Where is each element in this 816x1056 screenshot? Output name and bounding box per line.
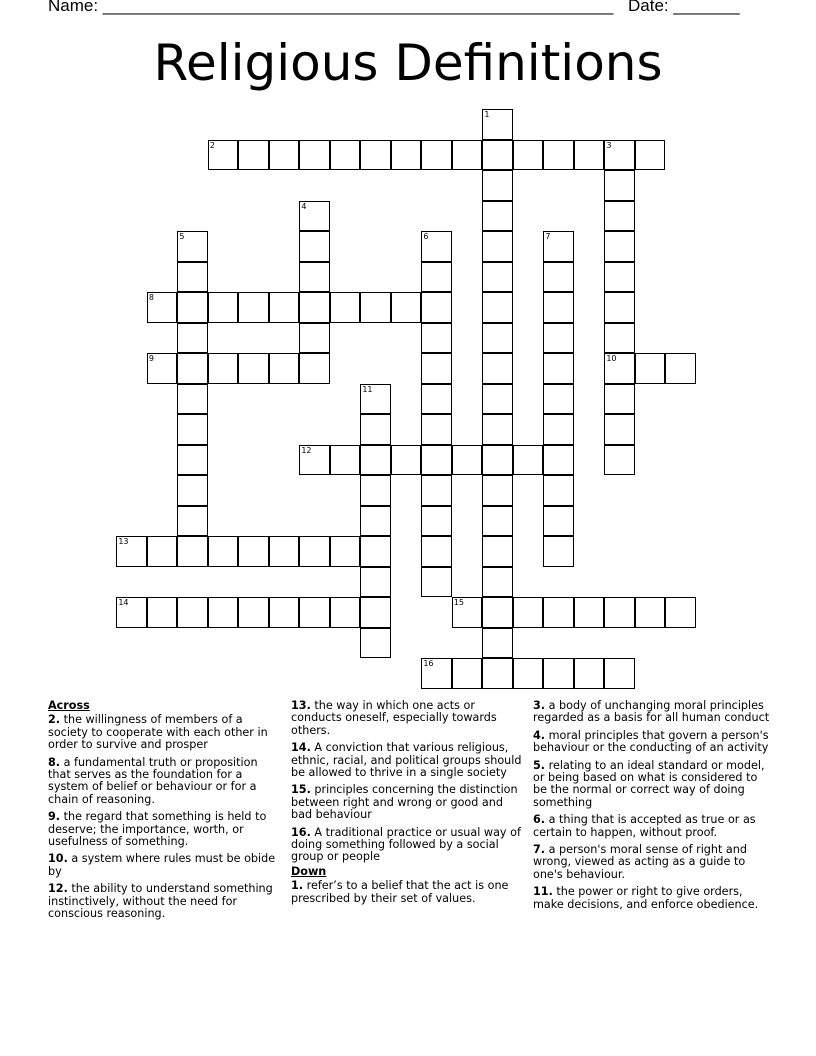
grid-cell[interactable] [238, 597, 268, 627]
grid-cell[interactable] [360, 140, 390, 170]
grid-cell[interactable] [635, 353, 665, 383]
grid-cell[interactable] [299, 292, 329, 322]
grid-cell[interactable] [177, 475, 207, 505]
grid-cell[interactable] [299, 140, 329, 170]
grid-cell[interactable] [269, 140, 299, 170]
clue-number: 15 [453, 598, 464, 608]
grid-cell[interactable] [360, 292, 390, 322]
grid-cell[interactable] [208, 536, 238, 566]
grid-cell[interactable] [604, 170, 634, 200]
across-heading: Across [48, 699, 90, 712]
grid-cell[interactable] [482, 414, 512, 444]
grid-cell[interactable] [177, 353, 207, 383]
grid-cell[interactable] [513, 140, 543, 170]
grid-cell[interactable] [482, 506, 512, 536]
clue-down-1: 1. refer’s to a belief that the act is one prescribed by their set of values. [291, 879, 509, 905]
grid-cell[interactable] [299, 201, 329, 231]
grid-cell[interactable] [177, 231, 207, 261]
grid-cell[interactable] [574, 140, 604, 170]
grid-cell[interactable] [482, 475, 512, 505]
clues-column-2 [291, 700, 525, 910]
grid-cell[interactable] [360, 597, 390, 627]
grid-cell[interactable] [208, 140, 238, 170]
grid-cell[interactable] [604, 445, 634, 475]
grid-cell[interactable] [269, 597, 299, 627]
grid-cell[interactable] [452, 445, 482, 475]
grid-cell[interactable] [391, 292, 421, 322]
clue-number: 7 [545, 232, 551, 242]
grid-cell[interactable] [482, 109, 512, 139]
grid-cell[interactable] [452, 140, 482, 170]
grid-cell[interactable] [177, 414, 207, 444]
grid-cell[interactable] [360, 567, 390, 597]
grid-cell[interactable] [391, 140, 421, 170]
grid-cell[interactable] [360, 536, 390, 566]
clue-number: 16 [423, 659, 434, 669]
clue-number: 2 [209, 140, 215, 150]
grid-cell[interactable] [299, 323, 329, 353]
grid-cell[interactable] [177, 384, 207, 414]
name-field: Name: ______________________________________________________ [48, 0, 614, 15]
grid-cell[interactable] [421, 506, 451, 536]
grid-cell[interactable] [421, 353, 451, 383]
grid-cell[interactable] [330, 292, 360, 322]
grid-cell[interactable] [482, 292, 512, 322]
grid-cell[interactable] [604, 658, 634, 688]
clue-number: 12 [301, 445, 312, 455]
grid-cell[interactable] [269, 353, 299, 383]
grid-cell[interactable] [299, 597, 329, 627]
grid-cell[interactable] [299, 262, 329, 292]
grid-cell[interactable] [147, 292, 177, 322]
grid-cell[interactable] [177, 292, 207, 322]
grid-cell[interactable] [330, 597, 360, 627]
grid-cell[interactable] [208, 597, 238, 627]
grid-cell[interactable] [604, 140, 634, 170]
grid-cell[interactable] [604, 201, 634, 231]
grid-cell[interactable] [177, 323, 207, 353]
grid-cell[interactable] [543, 506, 573, 536]
grid-cell[interactable] [543, 292, 573, 322]
grid-cell[interactable] [543, 231, 573, 261]
grid-cell[interactable] [421, 536, 451, 566]
clue-number: 10 [606, 354, 617, 364]
clue-number: 14 [118, 598, 129, 608]
clue-down-4: 4. moral principles that govern a person's behaviour or the conducting of an activity [533, 728, 769, 755]
grid-cell[interactable] [604, 414, 634, 444]
grid-cell[interactable] [177, 506, 207, 536]
grid-cell[interactable] [543, 597, 573, 627]
grid-cell[interactable] [482, 353, 512, 383]
grid-cell[interactable] [421, 140, 451, 170]
clue-number: 1 [484, 110, 490, 120]
grid-cell[interactable] [330, 140, 360, 170]
grid-cell[interactable] [513, 658, 543, 688]
grid-cell[interactable] [238, 353, 268, 383]
clue-across-13: 13. the way in which one acts or conducts oneself, especially towards others. [291, 699, 497, 737]
clue-down-7: 7. a person's moral sense of right and wrong, viewed as acting as a guide to one's behaviour. [533, 843, 747, 881]
grid-cell[interactable] [299, 536, 329, 566]
grid-cell[interactable] [269, 536, 299, 566]
grid-cell[interactable] [665, 353, 695, 383]
clue-number: 13 [118, 537, 129, 547]
grid-cell[interactable] [421, 414, 451, 444]
grid-cell[interactable] [421, 384, 451, 414]
grid-cell[interactable] [116, 597, 146, 627]
grid-cell[interactable] [482, 323, 512, 353]
clue-across-10: 10. a system where rules must be obide by [48, 852, 276, 878]
grid-cell[interactable] [238, 536, 268, 566]
clue-across-2: 2. the willingness of members of a society to cooperate with each other in order to survive and prosper [48, 713, 268, 752]
grid-cell[interactable] [543, 262, 573, 292]
grid-cell[interactable] [513, 597, 543, 627]
grid-cell[interactable] [543, 323, 573, 353]
clue-down-3: 3. a body of unchanging moral principles regarded as a basis for all human conduct [533, 699, 770, 725]
grid-cell[interactable] [147, 597, 177, 627]
grid-cell[interactable] [360, 414, 390, 444]
grid-cell[interactable] [421, 323, 451, 353]
grid-cell[interactable] [452, 597, 482, 627]
grid-cell[interactable] [147, 353, 177, 383]
grid-cell[interactable] [482, 170, 512, 200]
grid-cell[interactable] [482, 384, 512, 414]
grid-cell[interactable] [604, 231, 634, 261]
grid-cell[interactable] [238, 292, 268, 322]
grid-cell[interactable] [299, 445, 329, 475]
grid-cell[interactable] [543, 445, 573, 475]
grid-cell[interactable] [543, 658, 573, 688]
clue-across-16: 16. A traditional practice or usual way of doing something followed by a social group or people [291, 825, 521, 864]
grid-cell[interactable] [421, 445, 451, 475]
clue-across-8: 8. a fundamental truth or proposition that serves as the foundation for a system of belief or behaviour or for a chain of reasoning. [48, 755, 258, 806]
grid-cell[interactable] [604, 262, 634, 292]
grid-cell[interactable] [543, 414, 573, 444]
grid-cell[interactable] [360, 628, 390, 658]
clue-number: 9 [148, 354, 154, 364]
grid-cell[interactable] [604, 353, 634, 383]
grid-cell[interactable] [574, 597, 604, 627]
grid-cell[interactable] [177, 536, 207, 566]
grid-cell[interactable] [604, 323, 634, 353]
grid-cell[interactable] [421, 567, 451, 597]
clue-number: 4 [301, 201, 307, 211]
grid-cell[interactable] [360, 475, 390, 505]
grid-cell[interactable] [482, 628, 512, 658]
grid-cell[interactable] [574, 658, 604, 688]
grid-cell[interactable] [177, 597, 207, 627]
page-title: Religious Definitions [153, 34, 663, 92]
grid-cell[interactable] [147, 536, 177, 566]
grid-cell[interactable] [482, 140, 512, 170]
grid-cell[interactable] [177, 262, 207, 292]
grid-cell[interactable] [543, 475, 573, 505]
grid-cell[interactable] [238, 140, 268, 170]
grid-cell[interactable] [635, 140, 665, 170]
grid-cell[interactable] [543, 140, 573, 170]
grid-cell[interactable] [482, 567, 512, 597]
clue-number: 11 [362, 384, 373, 394]
grid-cell[interactable] [421, 262, 451, 292]
clue-down-5: 5. relating to an ideal standard or model, or being based on what is considered to be the normal or correct way of doing something [533, 758, 765, 809]
grid-cell[interactable] [116, 536, 146, 566]
clue-across-9: 9. the regard that something is held to deserve; the importance, worth, or usefulness of something. [48, 810, 267, 849]
grid-cell[interactable] [421, 658, 451, 688]
grid-cell[interactable] [299, 231, 329, 261]
clue-number: 3 [606, 140, 612, 150]
grid-cell[interactable] [360, 506, 390, 536]
grid-cell[interactable] [360, 384, 390, 414]
grid-cell[interactable] [177, 445, 207, 475]
grid-cell[interactable] [330, 445, 360, 475]
grid-cell[interactable] [543, 384, 573, 414]
grid-cell[interactable] [421, 475, 451, 505]
grid-cell[interactable] [299, 353, 329, 383]
grid-cell[interactable] [208, 353, 238, 383]
grid-cell[interactable] [330, 536, 360, 566]
clue-number: 5 [179, 232, 185, 242]
grid-cell[interactable] [421, 231, 451, 261]
clue-across-14: 14. A conviction that various religious, ethnic, racial, and political groups should be allowed to thrive in a single society [291, 741, 522, 780]
grid-cell[interactable] [604, 384, 634, 414]
grid-cell[interactable] [482, 597, 512, 627]
grid-cell[interactable] [604, 597, 634, 627]
clue-number: 8 [148, 293, 154, 303]
date-field: Date: _______ [628, 0, 740, 15]
grid-cell[interactable] [482, 536, 512, 566]
grid-cell[interactable] [421, 292, 451, 322]
grid-cell[interactable] [482, 658, 512, 688]
grid-cell[interactable] [391, 445, 421, 475]
clues-column-3 [533, 700, 771, 916]
grid-cell[interactable] [543, 536, 573, 566]
clues-column-1 [48, 700, 282, 926]
clue-down-11: 11. the power or right to give orders, make decisions, and enforce obedience. [533, 885, 759, 911]
grid-cell[interactable] [269, 292, 299, 322]
clue-across-15: 15. principles concerning the distinction between right and wrong or good and bad behaviour [291, 783, 518, 822]
down-heading: Down [291, 864, 327, 878]
grid-cell[interactable] [665, 597, 695, 627]
grid-cell[interactable] [482, 201, 512, 231]
grid-cell[interactable] [513, 445, 543, 475]
clue-down-6: 6. a thing that is accepted as true or as certain to happen, without proof. [533, 813, 756, 839]
grid-cell[interactable] [635, 597, 665, 627]
grid-cell[interactable] [482, 231, 512, 261]
grid-cell[interactable] [452, 658, 482, 688]
clue-number: 6 [423, 232, 429, 242]
grid-cell[interactable] [360, 445, 390, 475]
grid-cell[interactable] [543, 353, 573, 383]
grid-cell[interactable] [604, 292, 634, 322]
grid-cell[interactable] [482, 445, 512, 475]
clue-across-12: 12. the ability to understand something instinctively, without the need for conscious reasoning. [48, 882, 273, 921]
grid-cell[interactable] [208, 292, 238, 322]
grid-cell[interactable] [482, 262, 512, 292]
